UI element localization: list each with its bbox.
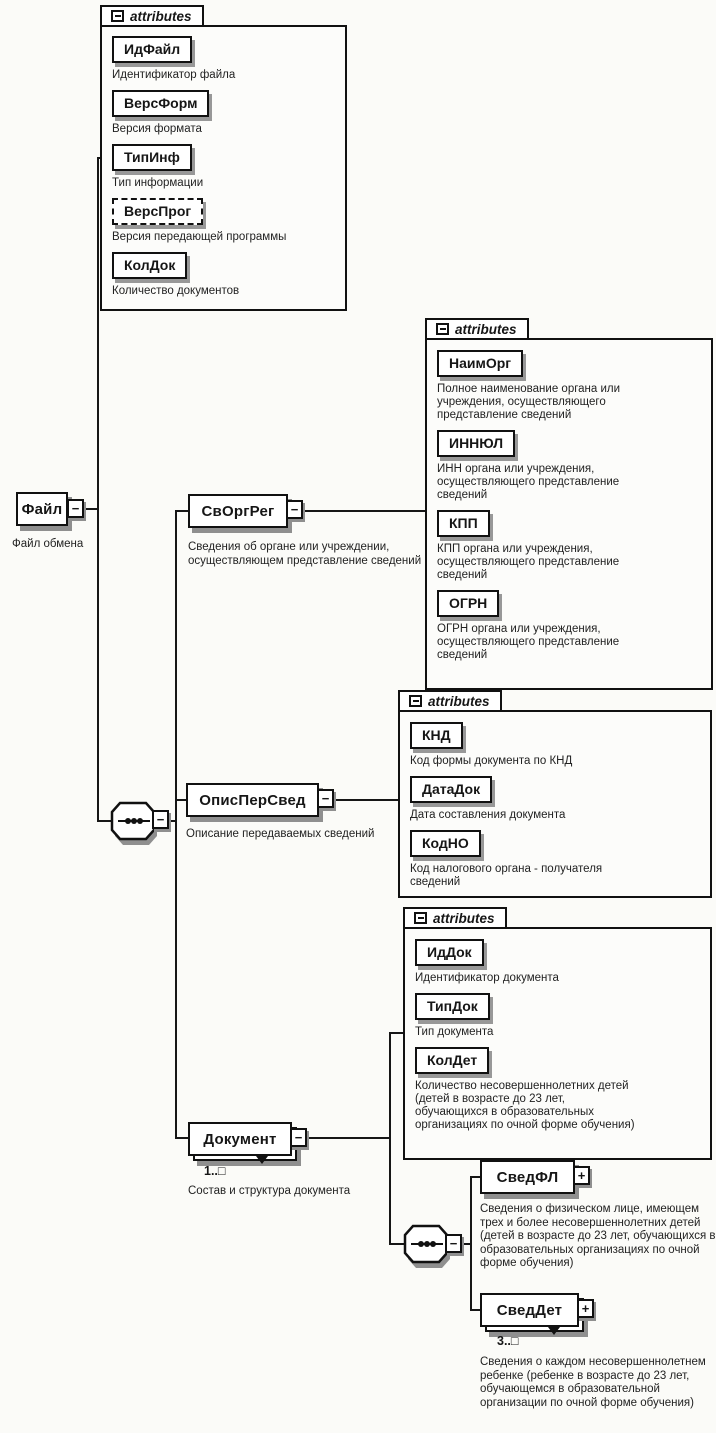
element-dokument[interactable] bbox=[188, 1122, 292, 1156]
element-dokument-annotation: Состав и структура документа bbox=[188, 1185, 351, 1197]
element-svedfl-expand-icon[interactable]: + bbox=[573, 1166, 590, 1185]
attributes-tab-label: attributes bbox=[428, 693, 490, 709]
attribute-data-dok-desc: Дата составления документа bbox=[410, 809, 566, 821]
attributes-tab-label: attributes bbox=[130, 8, 192, 24]
element-opispersved-annotation: Описание передаваемых сведений bbox=[186, 828, 375, 840]
attribute-tip-inf-box[interactable]: ТипИнф bbox=[112, 144, 192, 171]
attribute-kod-no bbox=[410, 830, 690, 889]
attribute-kol-det-box[interactable]: КолДет bbox=[415, 1047, 489, 1074]
attribute-knd bbox=[410, 722, 690, 768]
element-opispersved-collapse-icon[interactable]: − bbox=[317, 789, 334, 808]
attribute-tip-dok-box[interactable]: ТипДок bbox=[415, 993, 490, 1020]
connector-line bbox=[334, 799, 398, 801]
element-fajl-collapse-icon[interactable]: − bbox=[67, 499, 84, 518]
connector-line bbox=[97, 157, 99, 821]
attribute-inn-yul bbox=[437, 430, 689, 502]
element-dokument-occurs: 1..□ bbox=[204, 1164, 226, 1178]
attribute-kol-det-desc: Количество несовершеннолетних детей (детей в возрасте до 23 лет, обучающихся в образовательных организациях по очной форме обучения) bbox=[415, 1080, 635, 1131]
attribute-vers-form-box[interactable]: ВерсФорм bbox=[112, 90, 209, 117]
element-fajl-annotation: Файл обмена bbox=[12, 538, 84, 550]
element-fajl-label: Файл bbox=[21, 500, 63, 518]
attribute-vers-prog-desc: Версия передающей программы bbox=[112, 231, 287, 243]
connector-line bbox=[470, 1176, 480, 1178]
attribute-id-fajl-box[interactable]: ИдФайл bbox=[112, 36, 192, 63]
collapse-minus-icon[interactable] bbox=[409, 695, 422, 707]
connector-line bbox=[389, 1032, 391, 1245]
element-sveddet-label: СведДет bbox=[496, 1301, 563, 1319]
attribute-kol-dok bbox=[112, 252, 336, 298]
attribute-knd-box[interactable]: КНД bbox=[410, 722, 463, 749]
element-dokument-label: Документ bbox=[203, 1130, 277, 1148]
connector-line bbox=[307, 1137, 390, 1139]
element-opispersved[interactable] bbox=[186, 783, 319, 817]
attribute-kol-dok-desc: Количество документов bbox=[112, 285, 240, 297]
attribute-kod-no-desc: Код налогового органа - получателя сведений bbox=[410, 863, 603, 888]
connector-line bbox=[303, 510, 425, 512]
attribute-data-dok bbox=[410, 776, 690, 822]
element-svorgreg[interactable] bbox=[188, 494, 288, 528]
attribute-kpp-box[interactable]: КПП bbox=[437, 510, 490, 537]
attribute-id-dok bbox=[415, 939, 695, 985]
collapse-minus-icon[interactable] bbox=[414, 912, 427, 924]
collapse-minus-icon[interactable] bbox=[111, 10, 124, 22]
attribute-vers-form-desc: Версия формата bbox=[112, 123, 202, 135]
attribute-vers-prog-box[interactable]: ВерсПрог bbox=[112, 198, 203, 225]
dokument-attributes-tab bbox=[403, 907, 507, 929]
attribute-id-fajl-desc: Идентификатор файла bbox=[112, 69, 236, 81]
attributes-tab-label: attributes bbox=[455, 321, 517, 337]
collapse-minus-icon[interactable] bbox=[436, 323, 449, 335]
attribute-id-dok-box[interactable]: ИдДок bbox=[415, 939, 484, 966]
element-dokument-collapse-icon[interactable]: − bbox=[290, 1128, 307, 1147]
attribute-data-dok-box[interactable]: ДатаДок bbox=[410, 776, 492, 803]
element-sveddet-annotation: Сведения о каждом несовершеннолетнем ребенке (ребенке в возрасте до 23 лет, обучающемся в образовательной организации по очной форме обучения) bbox=[480, 1356, 706, 1409]
more-content-triangle bbox=[548, 1327, 560, 1335]
connector-line bbox=[175, 510, 177, 1139]
file-attributes-tab bbox=[100, 5, 204, 27]
connector-line bbox=[175, 510, 188, 512]
svorgreg-attributes-tab bbox=[425, 318, 529, 340]
attribute-ogrn bbox=[437, 590, 689, 662]
element-svedfl-annotation: Сведения о физическом лице, имеющем трех и более несовершеннолетних детей (детей в возрасте до 23 лет, обучающихся в образовательных организациях по очной форме обучения) bbox=[480, 1203, 716, 1269]
connector-line bbox=[470, 1176, 472, 1311]
element-svedfl-label: СведФЛ bbox=[496, 1168, 559, 1186]
file-attributes-items bbox=[112, 36, 336, 306]
attribute-tip-inf-desc: Тип информации bbox=[112, 177, 204, 189]
attribute-naim-org bbox=[437, 350, 689, 422]
attribute-ogrn-desc: ОГРН органа или учреждения, осуществляющего представление сведений bbox=[437, 623, 620, 661]
attribute-id-dok-desc: Идентификатор документа bbox=[415, 972, 559, 984]
element-sveddet-occurs: 3..□ bbox=[497, 1334, 519, 1348]
attribute-id-fajl bbox=[112, 36, 336, 82]
sequence-icon[interactable] bbox=[399, 1222, 451, 1275]
attribute-kpp-desc: КПП органа или учреждения, осуществляющего представление сведений bbox=[437, 543, 620, 581]
attribute-tip-dok bbox=[415, 993, 695, 1039]
element-svorgreg-annotation: Сведения об органе или учреждении, осуществляющем представление сведений bbox=[188, 541, 422, 567]
connector-line bbox=[84, 508, 97, 510]
element-opispersved-label: ОписПерСвед bbox=[199, 791, 306, 809]
attribute-kol-dok-box[interactable]: КолДок bbox=[112, 252, 187, 279]
sequence-collapse-icon[interactable]: − bbox=[152, 810, 169, 829]
attribute-kod-no-box[interactable]: КодНО bbox=[410, 830, 481, 857]
opispersved-attributes-items bbox=[410, 722, 690, 897]
connector-line bbox=[470, 1309, 480, 1311]
element-sveddet[interactable] bbox=[480, 1293, 579, 1327]
element-sveddet-expand-icon[interactable]: + bbox=[577, 1299, 594, 1318]
attribute-kol-det bbox=[415, 1047, 695, 1132]
dokument-attributes-items bbox=[415, 939, 695, 1140]
attribute-tip-dok-desc: Тип документа bbox=[415, 1026, 494, 1038]
sequence-icon[interactable] bbox=[106, 799, 158, 852]
element-svedfl[interactable] bbox=[480, 1160, 575, 1194]
attributes-tab-label: attributes bbox=[433, 910, 495, 926]
attribute-inn-yul-box[interactable]: ИННЮЛ bbox=[437, 430, 515, 457]
svorgreg-attributes-items bbox=[437, 350, 689, 670]
connector-line bbox=[389, 1032, 403, 1034]
attribute-knd-desc: Код формы документа по КНД bbox=[410, 755, 573, 767]
attribute-ogrn-box[interactable]: ОГРН bbox=[437, 590, 499, 617]
connector-line bbox=[175, 1137, 188, 1139]
attribute-kpp bbox=[437, 510, 689, 582]
attribute-vers-form bbox=[112, 90, 336, 136]
attribute-tip-inf bbox=[112, 144, 336, 190]
connector-line bbox=[175, 799, 186, 801]
attribute-naim-org-box[interactable]: НаимОрг bbox=[437, 350, 523, 377]
more-content-triangle bbox=[256, 1156, 268, 1164]
opispersved-attributes-tab bbox=[398, 690, 502, 712]
element-svorgreg-collapse-icon[interactable]: − bbox=[286, 500, 303, 519]
attribute-inn-yul-desc: ИНН органа или учреждения, осуществляющего представление сведений bbox=[437, 463, 620, 501]
attribute-naim-org-desc: Полное наименование органа или учреждения, осуществляющего представление сведений bbox=[437, 383, 621, 421]
sequence-collapse-icon[interactable]: − bbox=[445, 1234, 462, 1253]
element-fajl[interactable] bbox=[16, 492, 68, 526]
element-svorgreg-label: СвОргРег bbox=[201, 502, 275, 520]
attribute-vers-prog bbox=[112, 198, 336, 244]
